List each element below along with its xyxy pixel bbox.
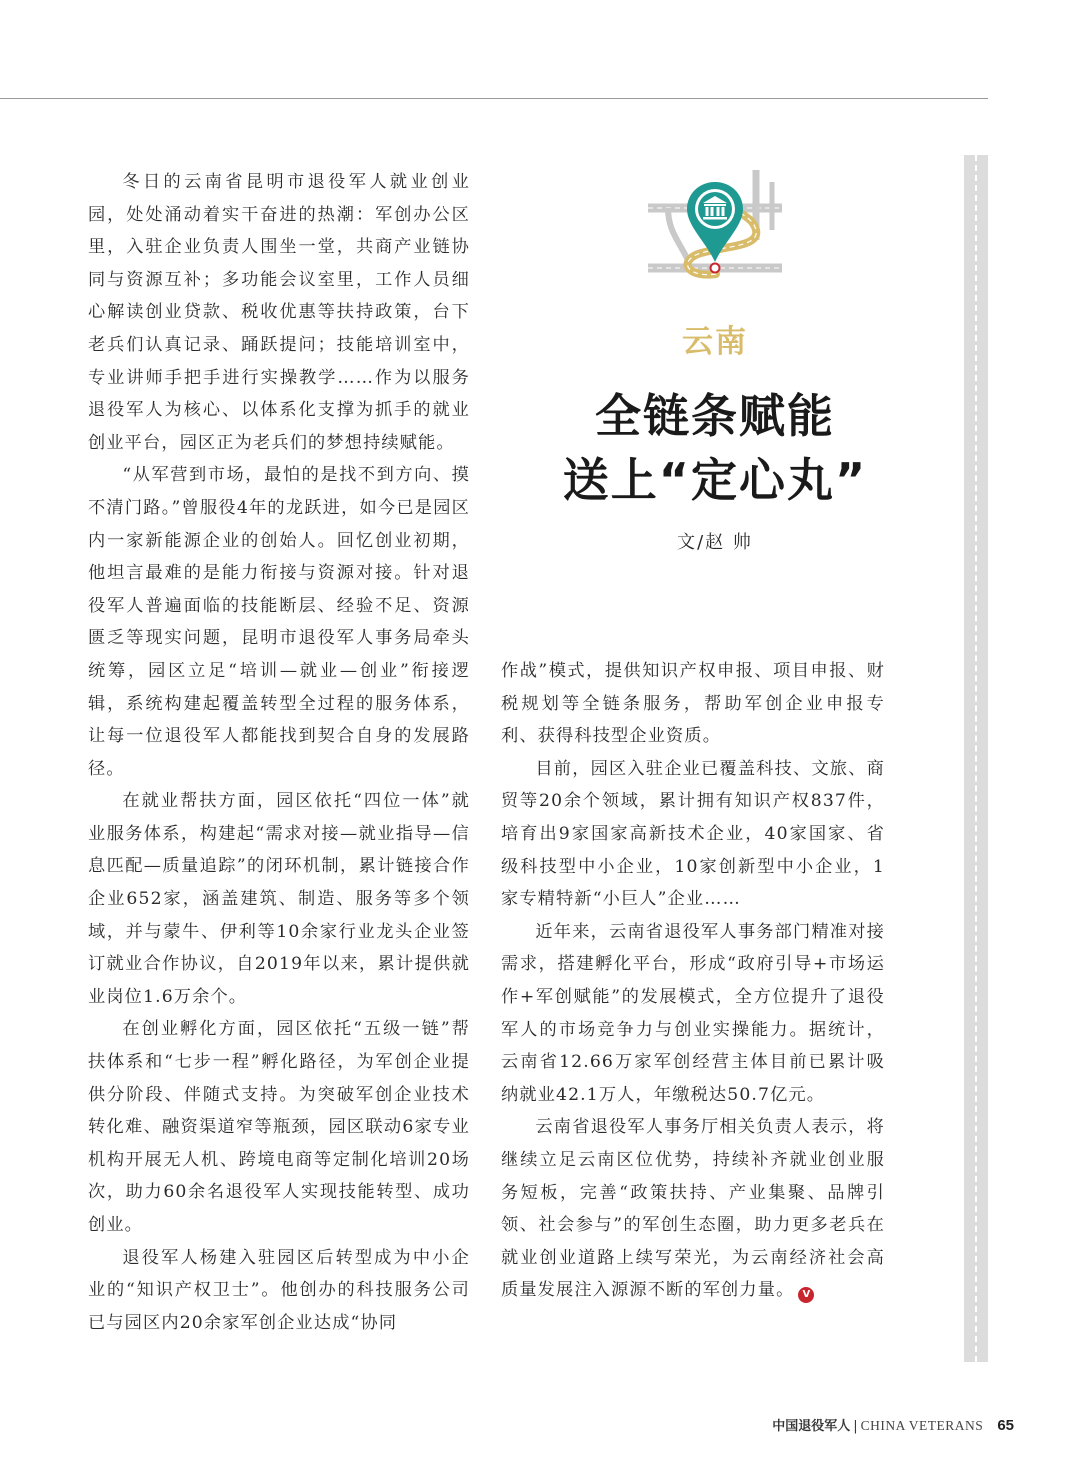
final-paragraph-text: 云南省退役军人事务厅相关负责人表示，将继续立足云南区位优势，持续补齐就业创业服务短板，完善“政策扶持、产业集聚、品牌引领、社会参与”的军创生态圈，助力更多老兵在就业创业道路上续写荣光，为云南经济社会高质量发展注入源源不断的军创力量。 (501, 1117, 885, 1301)
article-title-line: 送上“定心丸” (562, 453, 868, 507)
veterans-v-icon: V (798, 1287, 814, 1303)
body-paragraph: 目前，园区入驻企业已覆盖科技、文旅、商贸等20余个领域，累计拥有知识产权837件，培育出9家国家高新技术企业，40家国家、省级科技型中小企业，10家创新型中小企业，1家专精特新“小巨人”企业…… (501, 758, 885, 910)
article-right-column (501, 655, 885, 1307)
article-title (520, 384, 910, 512)
map-pin-building-icon (648, 170, 782, 282)
page-footer (772, 1414, 1014, 1436)
body-paragraph: 近年来，云南省退役军人事务部门精准对接需求，搭建孵化平台，形成“政府引导+市场运作+军创赋能”的发展模式，全方位提升了退役军人的市场竞争力与创业实操能力。据统计，云南省12.66万家军创经营主体目前已累计吸纳就业42.1万人，年缴税达50.7亿元。 (501, 921, 885, 1105)
region-label: 云南 (682, 324, 748, 360)
article-left-column (88, 166, 470, 1339)
header-rule (0, 98, 988, 99)
body-paragraph: “从军营到市场，最怕的是找不到方向、摸不清门路。”曾服役4年的龙跃进，如今已是园区内一家新能源企业的创始人。回忆创业初期，他坦言最难的是能力衔接与资源对接。针对退役军人普遍面临的技能断层、经验不足、资源匮乏等现实问题，昆明市退役军人事务局牵头统筹，园区立足“培训—就业—创业”衔接逻辑，系统构建起覆盖转型全过程的服务体系，让每一位退役军人都能找到契合自身的发展路径。 (88, 465, 470, 779)
body-paragraph: 退役军人杨建入驻园区后转型成为中小企业的“知识产权卫士”。他创办的科技服务公司已与园区内20余家军创企业达成“协同 (88, 1247, 470, 1333)
body-paragraph-continued: 作战”模式，提供知识产权申报、项目申报、财税规划等全链条服务，帮助军创企业申报专利、获得科技型企业资质。 (501, 661, 885, 747)
article-title-line: 全链条赋能 (595, 389, 835, 443)
body-paragraph: 冬日的云南省昆明市退役军人就业创业园，处处涌动着实干奋进的热潮：军创办公区里，入驻企业负责人围坐一堂，共商产业链协同与资源互补；多功能会议室里，工作人员细心解读创业贷款、税收优惠等扶持政策，台下老兵们认真记录、踊跃提问；技能培训室中，专业讲师手把手进行实操教学……作为以服务退役军人为核心、以体系化支撑为抓手的就业创业平台，园区正为老兵们的梦想持续赋能。 (88, 172, 470, 453)
page-number: 65 (997, 1417, 1014, 1434)
body-paragraph: 在就业帮扶方面，园区依托“四位一体”就业服务体系，构建起“需求对接—就业指导—信息匹配—质量追踪”的闭环机制，累计链接合作企业652家，涵盖建筑、制造、服务等多个领域，并与蒙牛、伊利等10余家行业龙头企业签订就业合作协议，自2019年以来，累计提供就业岗位1.6万余个。 (88, 791, 470, 1007)
magazine-name-cn: 中国退役军人 (772, 1419, 851, 1434)
footer-separator: | (853, 1419, 858, 1434)
body-paragraph-final (501, 1111, 885, 1307)
body-paragraph: 在创业孵化方面，园区依托“五级一链”帮扶体系和“七步一程”孵化路径，为军创企业提供分阶段、伴随式支持。为突破军创企业技术转化难、融资渠道窄等瓶颈，园区联动6家专业机构开展无人机、跨境电商等定制化培训20场次，助力60余名退役军人实现技能转型、成功创业。 (88, 1019, 470, 1235)
magazine-name-en: CHINA VETERANS (860, 1418, 984, 1433)
decorative-road-strip (964, 155, 988, 1362)
author-byline: 文/赵 帅 (677, 532, 753, 553)
